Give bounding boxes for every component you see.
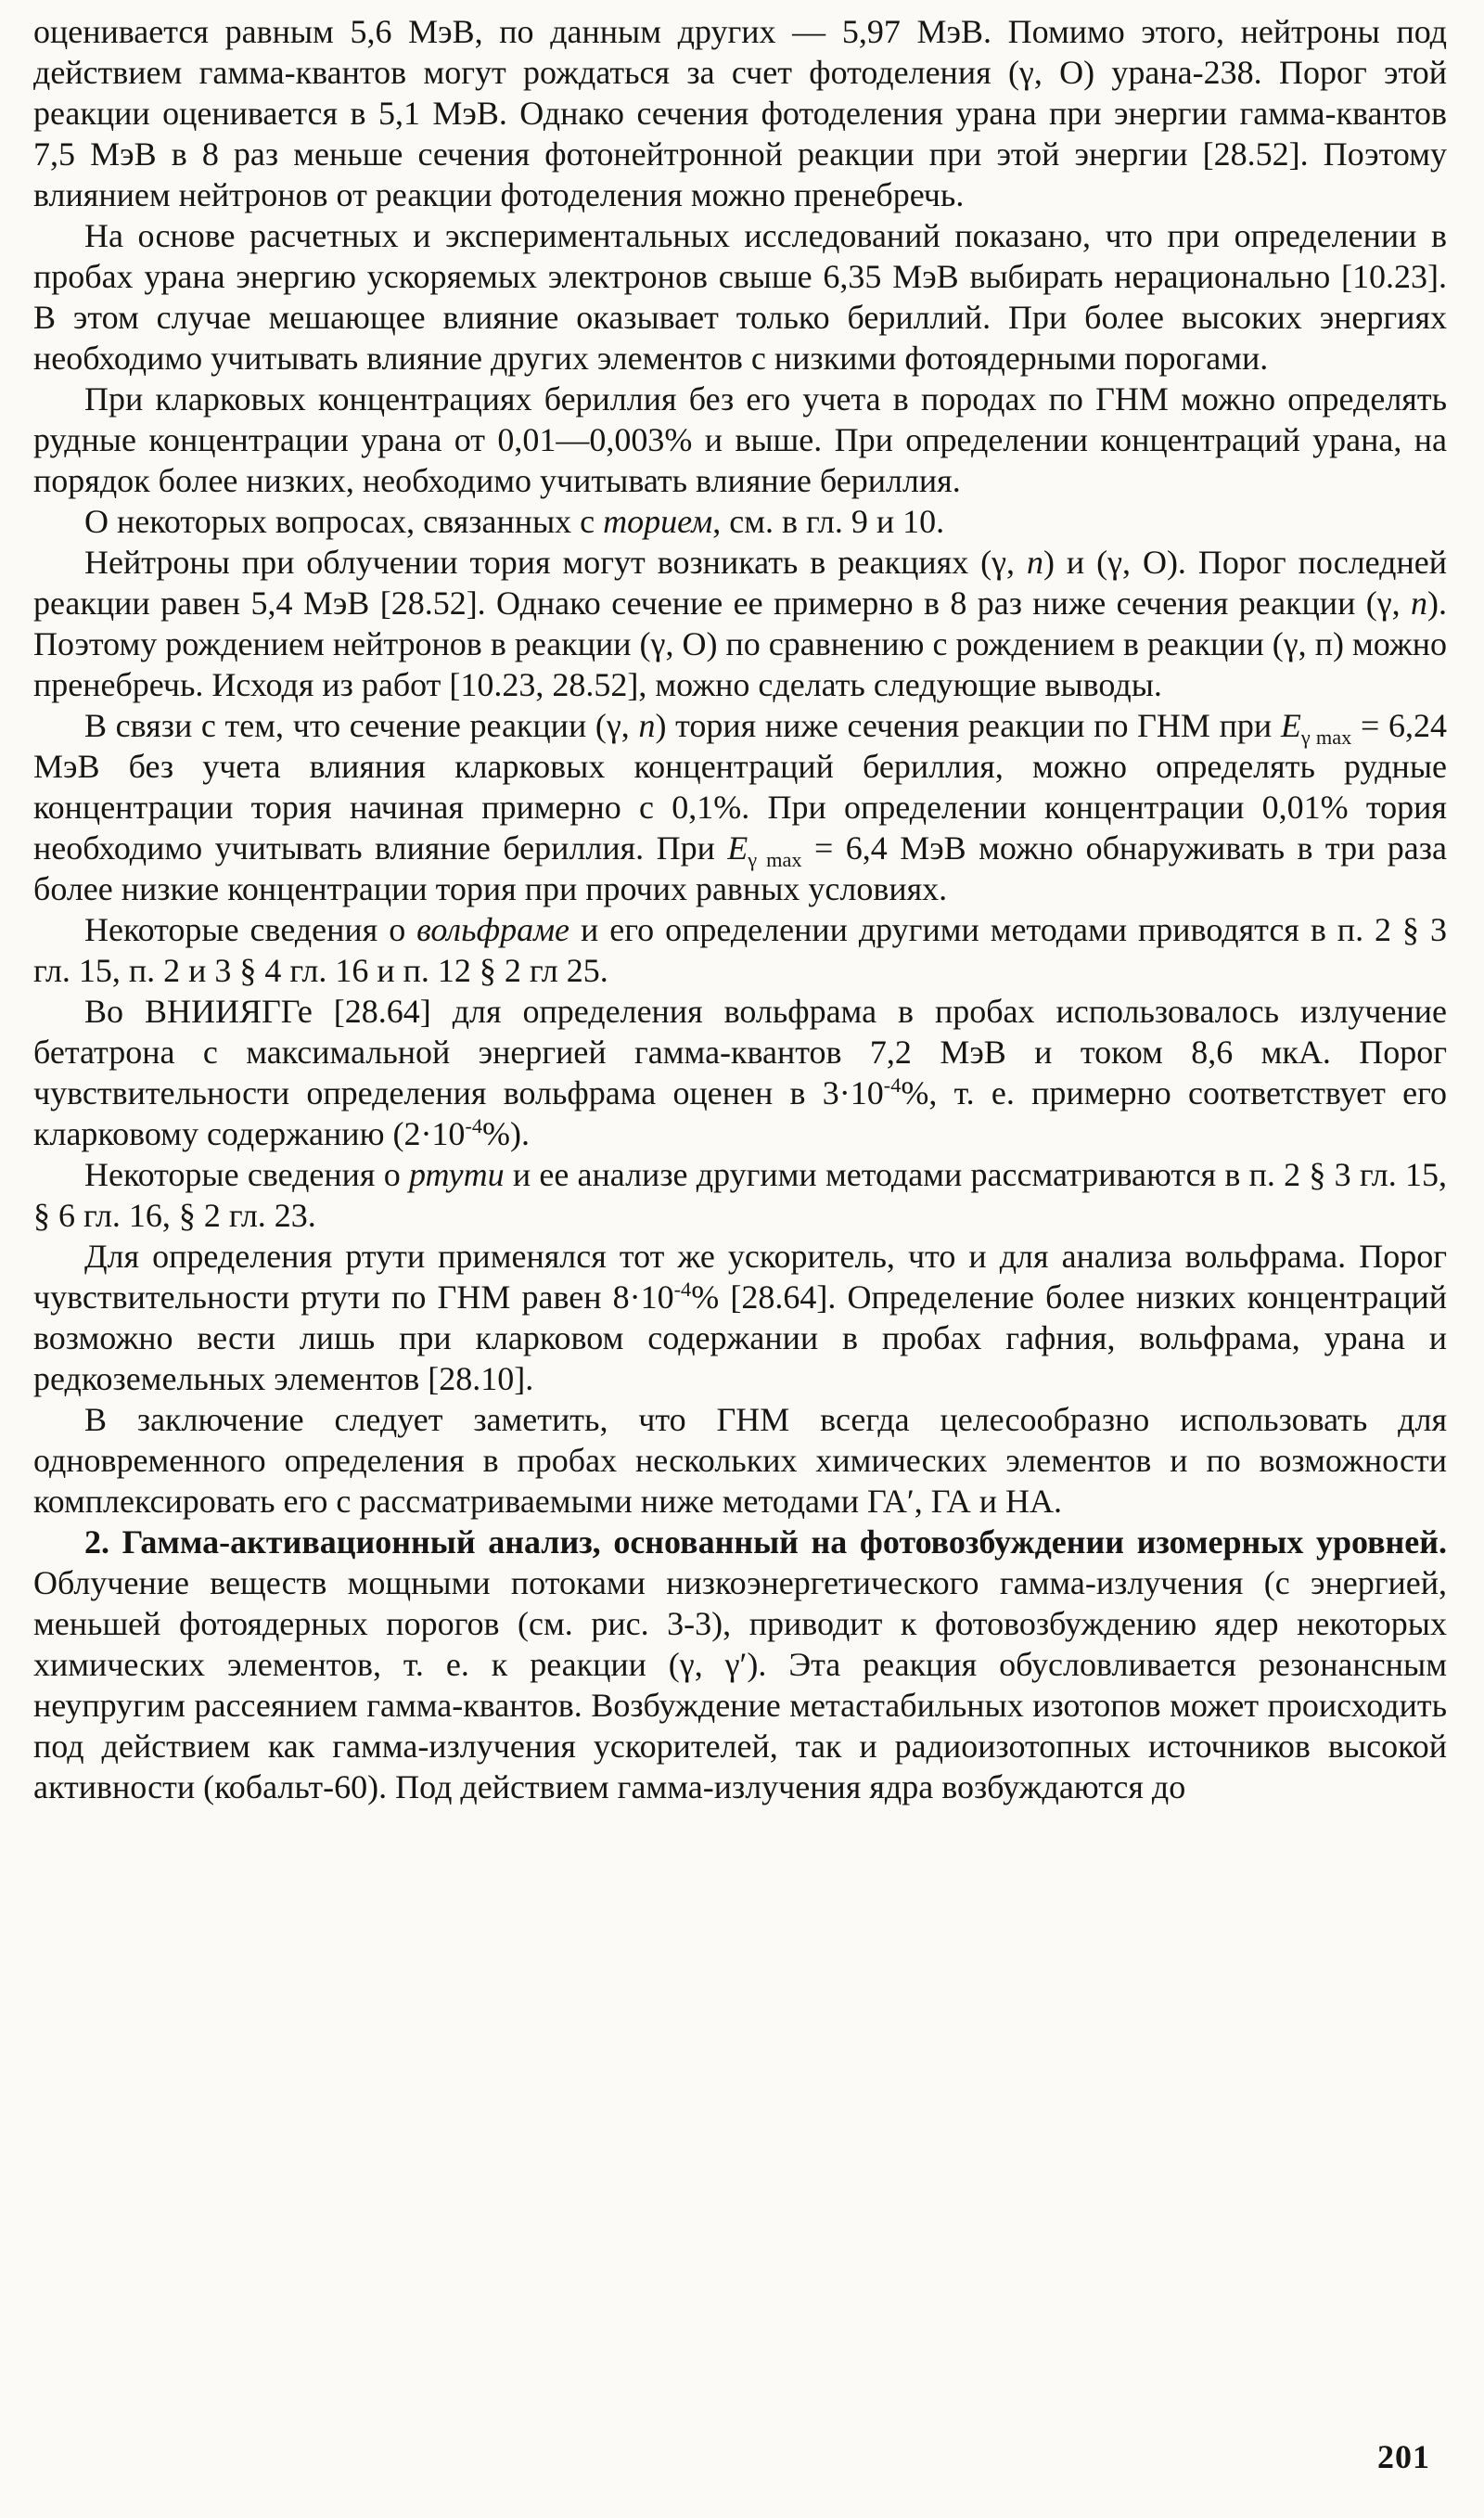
- paragraph: Некоторые сведения о вольфраме и его определении другими методами приводятся в п. 2 § 3 гл. 15, п. 2 и 3 § 4 гл. 16 и п. 12 § 2 гл 25.: [33, 911, 1447, 989]
- paragraph: О некоторых вопросах, связанных с торием, см. в гл. 9 и 10.: [84, 503, 945, 540]
- paragraph: Во ВНИИЯГГе [28.64] для определения вольфрама в пробах использовалось излучение бетатрона с максимальной энергией гамма-квантов 7,2 МэВ и током 8,6 мкА. Порог чувствительности определения вольфрама оценен в $3\cdot 10^{-4}\%$, т. е. примерно соответствует его кларковому содержанию $(2\cdot 10^{-4}\%)$.: [33, 993, 1447, 1152]
- paragraph: Нейтроны при облучении тория могут возникать в реакциях (γ, n) и (γ, О). Порог последней реакции равен 5,4 МэВ [28.52]. Однако сечение ее примерно в 8 раз ниже сечения реакции (γ, n). Поэтому рождением нейтронов в реакции (γ, О) по сравнению с рождением в реакции (γ, п) можно пренебречь. Исходя из работ [10.23, 28.52], можно сделать следующие выводы.: [33, 544, 1448, 703]
- paragraph: На основе расчетных и экспериментальных исследований показано, что при определении в пробах урана энергию ускоряемых электронов свыше 6,35 МэВ выбирать нерационально [10.23]. В этом случае мешающее влияние оказывает только бериллий. При более высоких энергиях необходимо учитывать влияние других элементов с низкими фотоядерными порогами.: [33, 217, 1447, 377]
- page-number: 201: [1377, 2438, 1430, 2475]
- paragraph: оценивается равным 5,6 МэВ, по данным других — 5,97 МэВ. Помимо этого, нейтроны под действием гамма-квантов могут рождаться за счет фотоделения (γ, О) урана-238. Порог этой реакции оценивается в 5,1 МэВ. Однако сечения фотоделения урана при энергии гамма-квантов 7,5 МэВ в 8 раз меньше сечения фотонейтронной реакции при этой энергии [28.52]. Поэтому влиянием нейтронов от реакции фотоделения можно пренебречь.: [33, 13, 1447, 213]
- paragraph: В заключение следует заметить, что ГНМ всегда целесообразно использовать для одновременного определения в пробах нескольких химических элементов и по возможности комплексировать его с рассматриваемыми ниже методами ГА′, ГА и НА.: [33, 1401, 1447, 1520]
- paragraph: Для определения ртути применялся тот же ускоритель, что и для анализа вольфрама. Порог чувствительности ртути по ГНМ равен $8\cdot 10^{-4}\%$ [28.64]. Определение более низких концентраций возможно вести лишь при кларковом содержании в пробах гафния, вольфрама, урана и редкоземельных элементов [28.10].: [33, 1238, 1448, 1397]
- paragraph: Некоторые сведения о ртути и ее анализе другими методами рассматриваются в п. 2 § 3 гл. 15, § 6 гл. 16, § 2 гл. 23.: [33, 1156, 1447, 1234]
- paragraph: При кларковых концентрациях бериллия без его учета в породах по ГНМ можно определять рудные концентрации урана от 0,01—0,003% и выше. При определении концентраций урана, на порядок более низких, необходимо учитывать влияние бериллия.: [33, 380, 1447, 499]
- paragraph: В связи с тем, что сечение реакции (γ, n) тория ниже сечения реакции по ГНМ при $E_{\gamma max} = 6,24$ МэВ без учета влияния кларковых концентраций бериллия, можно определять рудные концентрации тория начиная примерно с 0,1%. При определении концентрации 0,01% тория необходимо учитывать влияние бериллия. При $E_{\gamma max} = 6,4$ МэВ можно обнаруживать в три раза более низкие концентрации тория при прочих равных условиях.: [33, 707, 1447, 907]
- paragraph: 2. Гамма-активационный анализ, основанный на фотовозбуждении изомерных уровней. Облучение веществ мощными потоками низкоэнергетического гамма-излучения (с энергией, меньшей фотоядерных порогов (см. рис. 3-3), приводит к фотовозбуждению ядер некоторых химических элементов, т. е. к реакции (γ, γ′). Эта реакция обусловливается резонансным неупругим рассеянием гамма-квантов. Возбуждение метастабильных изотопов может происходить под действием как гамма-излучения ускорителей, так и радиоизотопных источников высокой активности (кобальт-60). Под действием гамма-излучения ядра возбуждаются до: [33, 1523, 1447, 1805]
